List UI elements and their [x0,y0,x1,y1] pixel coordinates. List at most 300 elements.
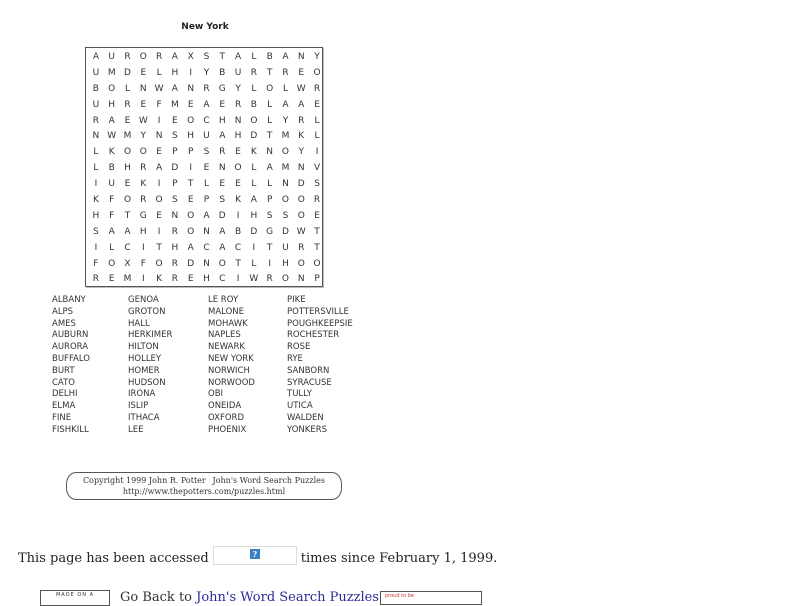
counter-suffix: times since February 1, 1999. [300,551,498,566]
word-list-item: TULLY [287,389,312,400]
word-list-item: ROSE [287,342,311,353]
word-list-item: ALBANY [52,295,86,305]
grid-cell: D [281,226,289,237]
grid-cell: X [187,52,194,62]
grid-cell: E [235,147,241,158]
grid-cell: C [234,242,242,253]
grid-cell: D [250,131,258,142]
word-list-item: MALONE [208,306,245,317]
grid-cell: O [218,258,226,269]
grid-cell: R [171,274,179,285]
grid-cell: R [298,242,305,253]
grid-cell: M [281,163,290,174]
grid-cell: L [251,163,257,174]
grid-cell: E [314,99,320,110]
grid-cell: O [281,147,289,158]
grid-cell: C [203,242,210,253]
grid-cell: G [139,210,147,221]
grid-cell: L [314,131,320,142]
grid-cell: H [203,274,210,285]
grid-cell: L [251,179,257,190]
grid-cell: R [124,52,131,62]
go-back-prefix: Go Back to [120,590,192,605]
grid-cell: I [315,147,319,158]
grid-cell: H [92,210,100,221]
grid-cell: H [250,210,258,221]
grid-cell: I [94,242,98,253]
grid-cell: U [108,52,115,62]
grid-cell: I [94,179,98,190]
grid-cell: H [171,242,179,253]
word-list-item: BURT [52,365,75,376]
grid-cell: N [203,258,210,269]
word-list-item: ELMA [52,401,76,412]
grid-cell: K [250,147,257,158]
grid-cell: H [187,131,195,142]
grid-cell: L [267,99,273,110]
copyright-url: http://www.thepotters.com/puzzles.html [122,487,286,496]
grid-cell: O [139,147,147,158]
grid-cell: T [156,242,162,253]
word-list-column-4 [287,295,353,437]
grid-cell: G [218,83,226,94]
grid-cell: N [297,52,305,62]
grid-cell: E [187,274,194,285]
word-list-item: HOMER [128,365,160,376]
word-list-item: IRONA [128,389,156,400]
word-list-item: GROTON [128,306,166,317]
grid-cell: E [156,210,162,221]
grid-cell: D [187,258,195,269]
grid-cell: L [267,115,273,126]
grid-cell: C [203,115,210,126]
grid-cell: F [109,195,115,206]
grid-cell: B [266,52,273,62]
grid-cell: R [92,115,100,126]
puzzle-title: New York [181,22,229,32]
grid-cell: I [268,258,271,269]
grid-cell: O [123,147,132,158]
word-list-item: HILTON [128,342,159,353]
grid-cell: M [123,274,132,285]
word-list-item: AUBURN [52,330,89,341]
grid-cell: A [234,52,242,62]
grid-row [88,257,325,273]
grid-cell: N [297,163,305,174]
grid-cell: B [108,163,115,174]
grid-cell: L [251,258,257,269]
word-list-item: PHOENIX [208,424,247,435]
word-search-grid [85,47,323,287]
grid-cell: A [108,226,115,237]
site-name: John's Word Search Puzzles [212,476,325,485]
grid-cell: F [140,258,146,269]
grid-cell: L [251,52,257,62]
word-list-item: FINE [52,412,72,423]
grid-cell: E [314,210,320,221]
grid-cell: R [282,67,289,78]
grid-cell: L [156,67,162,78]
grid-cell: E [124,115,131,126]
grid-row [88,114,325,130]
word-list-item: LEE [128,424,144,435]
grid-cell: O [108,258,116,269]
grid-cell: K [140,179,147,190]
grid-cell: Y [203,67,210,78]
grid-cell: L [251,83,257,94]
grid-cell: E [140,99,147,110]
grid-cell: S [172,131,178,142]
grid-cell: R [155,52,163,62]
grid-cell: O [297,195,305,206]
grid-cell: P [203,195,210,206]
grid-cell: I [189,163,192,174]
grid-cell: U [234,67,242,78]
word-list-item: ITHACA [128,412,160,423]
grid-cell: O [234,163,242,174]
grid-cell: A [124,226,131,237]
grid-cell: O [281,274,289,285]
grid-cell: A [219,242,226,253]
word-list-item: HALL [128,318,150,329]
grid-cell: N [92,131,100,142]
grid-cell: L [109,242,115,253]
word-list-item: BUFFALO [52,353,90,364]
grid-cell: R [140,195,147,206]
grid-row [88,129,325,145]
grid-cell: N [187,83,195,94]
word-list-item: SANBORN [287,365,330,376]
grid-cell: H [282,258,289,269]
grid-cell: S [314,179,320,190]
grid-cell: A [266,163,273,174]
word-list-item: POUGHKEEPSIE [287,318,353,329]
grid-cell: H [139,226,147,237]
grid-cell: N [139,83,147,94]
grid-cell: C [219,274,226,285]
grid-cell: R [140,163,147,174]
grid-cell: D [124,67,131,78]
grid-cell: Y [282,115,289,126]
grid-cell: E [235,179,241,190]
grid-cell: W [296,226,306,237]
grid-cell: O [108,83,116,94]
grid-cell: R [219,147,226,158]
grid-cell: A [171,83,178,94]
grid-cell: E [172,115,178,126]
word-list-item: RYE [287,353,303,364]
grid-cell: E [298,67,305,78]
grid-cell: R [234,99,242,110]
grid-cell: S [219,195,226,206]
grid-cell: H [234,131,242,142]
word-list-item: ONEIDA [208,401,242,412]
grid-cell: T [314,242,320,253]
grid-row [88,161,325,177]
grid-cell: T [124,210,131,221]
grid-cell: E [156,147,162,158]
footer [0,588,800,605]
grid-cell: A [156,163,163,174]
grid-cell: S [172,195,178,206]
grid-cell: T [266,242,273,253]
grid-cell: D [297,179,305,190]
grid-cell: T [187,179,194,190]
grid-cell: R [313,195,321,206]
grid-cell: P [172,179,178,190]
word-list-item: OXFORD [208,412,245,423]
word-list-item: HOLLEY [128,353,162,364]
grid-cell: O [297,210,305,221]
grid-cell: O [250,115,258,126]
grid-cell: U [92,67,100,78]
grid-cell: R [124,99,131,110]
grid-cell: Y [314,52,320,62]
grid-cell: Y [235,83,241,94]
grid-cell: E [219,99,226,110]
grid-cell: U [203,131,210,142]
grid-cell: H [218,115,226,126]
word-list-column-3 [208,295,255,437]
grid-cell: L [267,179,273,190]
word-list-item: FISHKILL [52,424,89,435]
grid-cell: K [108,147,115,158]
grid-cell: N [234,115,242,126]
grid-cell: W [296,83,306,94]
grid-cell: E [187,195,194,206]
grid-cell: O [155,258,163,269]
grid-cell: M [171,99,179,110]
grid-cell: I [236,274,240,285]
grid-cell: A [92,52,99,62]
grid-cell: E [219,179,226,190]
hit-counter-image [213,546,297,565]
go-back-line [120,590,379,605]
word-list-item: SYRACUSE [287,377,332,388]
grid-cell: I [157,115,161,126]
copyright-text: Copyright 1999 John R. Potter [83,476,206,485]
grid-cell: Y [140,131,147,142]
counter-prefix: This page has been accessed [18,551,209,566]
word-list-item: ISLIP [128,401,149,412]
grid-cell: N [282,179,289,190]
access-counter-line [18,549,497,568]
grid-cell: W [249,274,259,285]
grid-cell: I [236,210,240,221]
grid-cell: K [92,195,99,206]
grid-cell: D [250,226,258,237]
grid-cell: K [235,195,242,206]
grid-cell: L [93,163,99,174]
grid-cell: A [282,99,289,110]
word-list-item: POTTERSVILLE [287,306,349,317]
word-list-item: NORWOOD [208,377,255,388]
grid-row [88,50,325,66]
word-search-puzzles-link[interactable]: John's Word Search Puzzles [196,590,379,605]
word-list-item: UTICA [287,401,313,412]
grid-cell: B [234,226,242,237]
grid-cell: P [187,147,194,158]
grid-cell: N [218,163,226,174]
grid-cell: W [138,115,148,126]
grid-cell: B [250,99,257,110]
grid-cell: M [281,131,290,142]
grid-row [88,272,325,288]
grid-cell: Y [298,147,304,158]
grid-cell: I [157,179,161,190]
grid-cell: O [297,258,305,269]
grid-cell: A [108,115,115,126]
grid-cell: T [314,226,320,237]
grid-cell: H [124,163,131,174]
word-list-item: AURORA [52,342,89,353]
grid-cell: E [203,163,210,174]
grid-cell: F [93,258,99,269]
grid-cell: S [93,226,99,237]
grid-cell: C [124,242,131,253]
word-list-item: HUDSON [128,377,166,388]
grid-cell: A [219,131,226,142]
grid-cell: U [108,179,115,190]
grid-row [88,225,325,241]
word-list-item: NAPLES [208,330,241,341]
grid-cell: M [123,131,132,142]
grid-cell: H [108,99,116,110]
grid-cell: R [298,115,305,126]
made-on-mac-badge[interactable]: MADE ON A [40,590,110,606]
word-list-item: ALPS [52,306,74,317]
grid-cell: O [281,195,289,206]
grid-cell: A [187,242,194,253]
grid-cell: B [92,83,99,94]
word-list-item: NORWICH [208,365,250,376]
grid-cell: U [282,242,289,253]
grid-cell: L [124,83,130,94]
grid-cell: H [171,67,179,78]
grid-cell: A [282,52,289,62]
grid-row [88,177,325,193]
grid-cell: E [140,67,147,78]
grid-cell: O [187,210,195,221]
grid-cell: O [187,226,195,237]
copyright-banner [66,472,342,500]
grid-cell: S [203,52,210,62]
grid-cell: I [141,274,145,285]
grid-cell: P [266,195,273,206]
grid-cell: S [266,210,273,221]
grid-cell: R [92,274,100,285]
grid-cell: N [203,226,210,237]
grid-cell: O [155,195,163,206]
grid-cell: R [171,226,179,237]
grid-cell: T [266,131,273,142]
word-list-column-2 [128,295,172,437]
grid-row [88,82,325,98]
grid-cell: W [107,131,117,142]
word-list-item: NEW YORK [208,353,254,364]
word-list-item: HERKIMER [128,330,173,341]
grid-cell: O [187,115,195,126]
grid-cell: D [171,163,179,174]
grid-cell: N [171,210,179,221]
grid-cell: E [108,274,115,285]
word-list-item: MOHAWK [208,318,248,329]
grid-cell: O [313,258,321,269]
word-list-item: OBI [208,389,224,400]
grid-cell: L [314,115,320,126]
word-list-item: PIKE [287,295,306,305]
grid-cell: R [313,83,321,94]
grid-cell: T [219,52,226,62]
grid-cell: R [266,274,273,285]
word-list-item: ROCHESTER [287,330,340,341]
grid-cell: R [171,258,179,269]
grid-cell: A [298,99,305,110]
word-list-item: WALDEN [287,412,324,423]
proud-badge[interactable]: proud to be [380,591,482,605]
grid-cell: W [154,83,164,94]
grid-cell: B [219,67,226,78]
grid-cell: A [203,210,210,221]
grid-cell: P [314,274,320,285]
word-list-item: GENOA [128,295,159,305]
word-list-item: LE ROY [208,295,239,305]
grid-cell: I [157,226,161,237]
grid-cell: K [298,131,305,142]
grid-cell: O [123,195,132,206]
grid-cell: L [282,83,288,94]
grid-cell: F [109,210,115,221]
word-list-item: CATO [52,377,75,388]
grid-cell: F [156,99,162,110]
grid-cell: N [155,131,163,142]
grid-cell: D [218,210,226,221]
grid-cell: O [139,52,147,62]
grid-cell: T [235,258,241,269]
grid-cell: M [107,67,116,78]
word-list-item: YONKERS [287,424,328,435]
grid-cell: E [124,179,131,190]
grid-cell: L [93,147,99,158]
grid-cell: U [92,99,100,110]
grid-row [88,209,325,225]
grid-cell: I [189,67,192,78]
word-list-item: DELHI [52,389,78,400]
grid-cell: O [313,67,321,78]
word-list-column-1 [52,295,90,437]
word-list-item: NEWARK [208,342,245,353]
grid-cell: A [219,226,226,237]
grid-cell: G [266,226,274,237]
grid-row [88,193,325,209]
grid-row [88,66,325,82]
grid-cell: N [266,147,274,158]
grid-cell: R [250,67,257,78]
grid-row [88,145,325,161]
grid-cell: R [203,83,210,94]
grid-cell: L [203,179,209,190]
grid-cell: S [203,147,210,158]
grid-cell: N [297,274,305,285]
grid-cell: A [250,195,257,206]
grid-cell: K [156,274,163,285]
grid-cell: A [203,99,210,110]
grid-cell: P [172,147,178,158]
grid-row [88,241,325,257]
grid-cell: E [187,99,194,110]
grid-cell: I [141,242,145,253]
grid-cell: T [266,67,273,78]
